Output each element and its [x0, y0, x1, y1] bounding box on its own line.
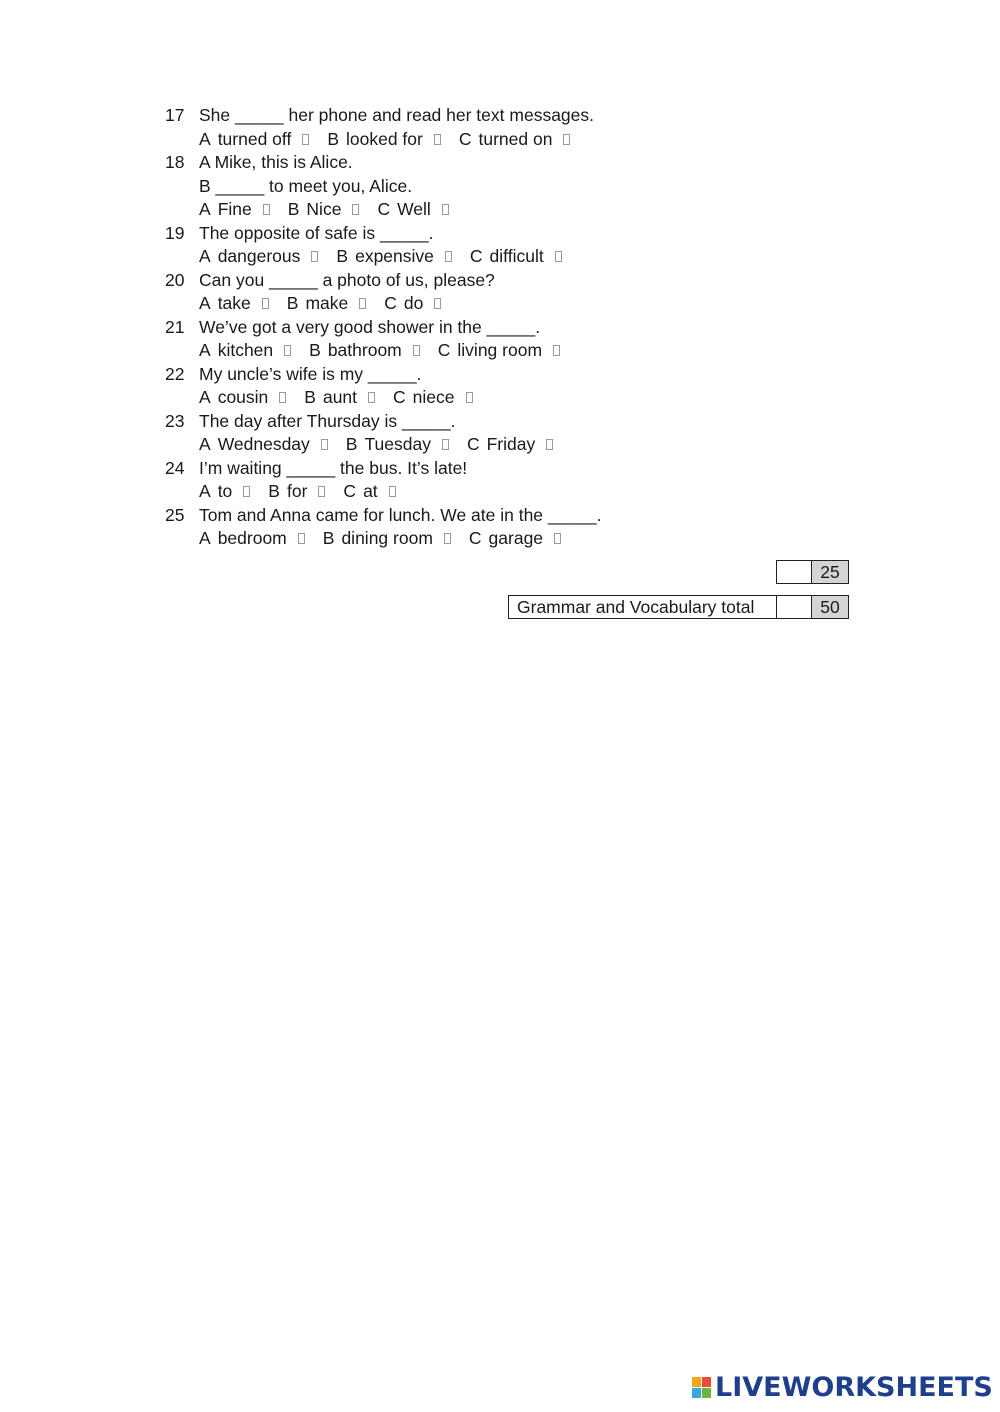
answer-option[interactable]: [199, 245, 318, 269]
option-text: expensive: [355, 246, 434, 266]
answer-option[interactable]: [288, 198, 360, 222]
option-letter: B: [322, 528, 335, 548]
logo-tile: [702, 1388, 711, 1398]
option-checkbox[interactable]: [311, 251, 318, 262]
question-line: [165, 151, 865, 175]
total-score-max: 50: [812, 595, 849, 619]
option-checkbox[interactable]: [262, 298, 269, 309]
answer-option[interactable]: [199, 480, 250, 504]
option-letter: C: [377, 199, 391, 219]
option-text: Tuesday: [364, 434, 431, 454]
answer-option[interactable]: [327, 128, 441, 152]
option-checkbox[interactable]: [555, 251, 562, 262]
option-text: for: [286, 481, 308, 501]
answer-option[interactable]: [384, 292, 441, 316]
option-letter: A: [199, 387, 211, 407]
option-checkbox[interactable]: [466, 392, 473, 403]
option-text: turned on: [478, 128, 553, 149]
option-letter: B: [345, 434, 358, 454]
options-row: [165, 433, 865, 457]
option-letter: C: [468, 528, 482, 548]
option-checkbox[interactable]: [413, 345, 420, 356]
option-checkbox[interactable]: [442, 204, 449, 215]
question-text: She _____ her phone and read her text messages.: [199, 105, 594, 125]
option-letter: B: [309, 340, 321, 360]
answer-option[interactable]: [199, 292, 269, 316]
option-text: bedroom: [217, 528, 287, 548]
option-checkbox[interactable]: [434, 298, 441, 309]
option-checkbox[interactable]: [368, 392, 375, 403]
option-checkbox[interactable]: [359, 298, 366, 309]
option-letter: C: [343, 481, 357, 501]
options-row: [165, 339, 865, 363]
option-letter: C: [384, 293, 397, 313]
option-checkbox[interactable]: [553, 345, 560, 356]
option-checkbox[interactable]: [302, 134, 309, 145]
option-letter: C: [466, 434, 480, 454]
section-score-input[interactable]: [776, 560, 812, 584]
answer-option[interactable]: [393, 386, 472, 410]
question-number: 18: [165, 152, 185, 172]
option-text: Nice: [306, 199, 342, 219]
answer-options: [199, 527, 579, 551]
question-number: 21: [165, 316, 185, 337]
liveworksheets-logo-text: LIVEWORKSHEETS: [715, 1372, 993, 1403]
question-number: 25: [165, 504, 185, 525]
answer-option[interactable]: [467, 433, 553, 457]
option-letter: B: [286, 293, 299, 313]
total-score: [508, 595, 849, 619]
answer-option[interactable]: [377, 198, 448, 222]
option-checkbox[interactable]: [243, 486, 250, 497]
answer-options: [199, 245, 580, 269]
answer-options: [199, 128, 588, 152]
option-letter: C: [469, 246, 483, 266]
logo-tile: [692, 1388, 701, 1398]
option-text: take: [217, 293, 251, 313]
option-text: living room: [457, 340, 543, 360]
answer-option[interactable]: [199, 128, 309, 152]
question-number: 17: [165, 105, 185, 125]
question-line: [165, 504, 865, 528]
question-text: I’m waiting _____ the bus. It’s late!: [199, 457, 468, 478]
option-letter: B: [287, 199, 300, 219]
option-letter: B: [336, 246, 349, 266]
option-checkbox[interactable]: [434, 134, 441, 145]
option-checkbox[interactable]: [546, 439, 553, 450]
question-line: [165, 269, 865, 293]
option-text: turned off: [217, 128, 292, 149]
question-line: [165, 222, 865, 246]
option-checkbox[interactable]: [263, 204, 270, 215]
answer-option[interactable]: [336, 245, 452, 269]
answer-options: [199, 292, 459, 316]
question-text: My uncle’s wife is my _____.: [199, 363, 422, 384]
option-letter: A: [199, 199, 211, 219]
answer-options: [199, 198, 467, 222]
option-letter: C: [393, 387, 406, 407]
question-text: Tom and Anna came for lunch. We ate in the _____.: [199, 504, 602, 525]
answer-option[interactable]: [199, 386, 286, 410]
answer-option[interactable]: [199, 339, 291, 363]
question-number: 24: [165, 457, 185, 478]
option-text: make: [305, 293, 349, 313]
options-row: [165, 292, 865, 316]
total-score-input[interactable]: [776, 595, 812, 619]
option-letter: B: [268, 481, 280, 501]
option-text: do: [403, 293, 424, 313]
question-number: 23: [165, 410, 185, 431]
options-row: [165, 198, 865, 222]
option-text: niece: [412, 387, 455, 407]
answer-option[interactable]: [287, 292, 366, 316]
question-text: The day after Thursday is _____.: [199, 410, 456, 431]
option-checkbox[interactable]: [321, 439, 328, 450]
question-number: 20: [165, 269, 185, 290]
answer-option[interactable]: [199, 527, 305, 551]
question-text: The opposite of safe is _____.: [199, 222, 434, 243]
option-letter: B: [304, 387, 316, 407]
liveworksheets-logo: [692, 1372, 993, 1403]
option-checkbox[interactable]: [444, 533, 451, 544]
question-text: Can you _____ a photo of us, please?: [199, 269, 495, 290]
option-text: garage: [488, 528, 544, 548]
options-row: [165, 480, 865, 504]
option-text: Friday: [486, 434, 536, 454]
option-text: cousin: [217, 387, 269, 407]
option-letter: B: [327, 128, 339, 149]
answer-options: [199, 386, 491, 410]
option-text: at: [363, 481, 378, 501]
option-text: looked for: [346, 128, 423, 149]
answer-option[interactable]: [323, 527, 451, 551]
option-text: difficult: [489, 246, 544, 266]
option-letter: C: [437, 340, 451, 360]
answer-option[interactable]: [199, 198, 270, 222]
answer-option[interactable]: [438, 339, 560, 363]
option-checkbox[interactable]: [554, 533, 561, 544]
option-checkbox[interactable]: [563, 134, 570, 145]
question-line: [165, 175, 865, 199]
options-row: [165, 245, 865, 269]
option-text: dangerous: [217, 246, 301, 266]
option-checkbox[interactable]: [389, 486, 396, 497]
answer-option[interactable]: [268, 480, 325, 504]
option-letter: A: [199, 128, 211, 149]
answer-option[interactable]: [304, 386, 375, 410]
option-text: Well: [397, 199, 431, 219]
option-text: Fine: [217, 199, 252, 219]
option-letter: A: [199, 246, 211, 266]
question-line: [165, 363, 865, 387]
option-checkbox[interactable]: [298, 533, 305, 544]
option-letter: A: [199, 434, 211, 454]
answer-option[interactable]: [309, 339, 420, 363]
question-list: [165, 104, 865, 551]
option-checkbox[interactable]: [318, 486, 325, 497]
answer-option[interactable]: [459, 128, 571, 152]
answer-options: [199, 433, 571, 457]
section-score: [776, 560, 849, 584]
answer-option[interactable]: [470, 245, 562, 269]
option-text: kitchen: [217, 340, 274, 360]
total-score-label: Grammar and Vocabulary total: [508, 595, 776, 619]
answer-options: [199, 339, 578, 363]
option-letter: A: [199, 340, 211, 360]
section-score-max: 25: [812, 560, 849, 584]
option-letter: A: [199, 528, 211, 548]
option-checkbox[interactable]: [284, 345, 291, 356]
question-number: 19: [165, 222, 185, 243]
option-text: dining room: [341, 528, 433, 548]
option-text: Wednesday: [217, 434, 310, 454]
options-row: [165, 128, 865, 152]
logo-tile: [692, 1377, 701, 1387]
option-letter: A: [199, 293, 211, 313]
answer-option[interactable]: [346, 433, 449, 457]
question-line: [165, 316, 865, 340]
liveworksheets-logo-icon: [692, 1377, 711, 1398]
option-checkbox[interactable]: [352, 204, 359, 215]
option-text: aunt: [322, 387, 358, 407]
question-text: We’ve got a very good shower in the _____.: [199, 316, 541, 337]
option-checkbox[interactable]: [279, 392, 286, 403]
option-text: to: [217, 481, 233, 501]
question-number: 22: [165, 363, 185, 384]
options-row: [165, 386, 865, 410]
options-row: [165, 527, 865, 551]
answer-option[interactable]: [469, 527, 561, 551]
answer-options: [199, 480, 414, 504]
answer-option[interactable]: [343, 480, 395, 504]
option-checkbox[interactable]: [445, 251, 452, 262]
question-line: [165, 457, 865, 481]
option-letter: A: [199, 481, 211, 501]
question-line: [165, 104, 865, 128]
answer-option[interactable]: [199, 433, 328, 457]
option-text: bathroom: [327, 340, 402, 360]
question-text: B _____ to meet you, Alice.: [199, 175, 413, 196]
option-checkbox[interactable]: [442, 439, 449, 450]
option-letter: C: [458, 128, 472, 149]
question-line: [165, 410, 865, 434]
question-text: A Mike, this is Alice.: [199, 152, 353, 172]
logo-tile: [702, 1377, 711, 1387]
